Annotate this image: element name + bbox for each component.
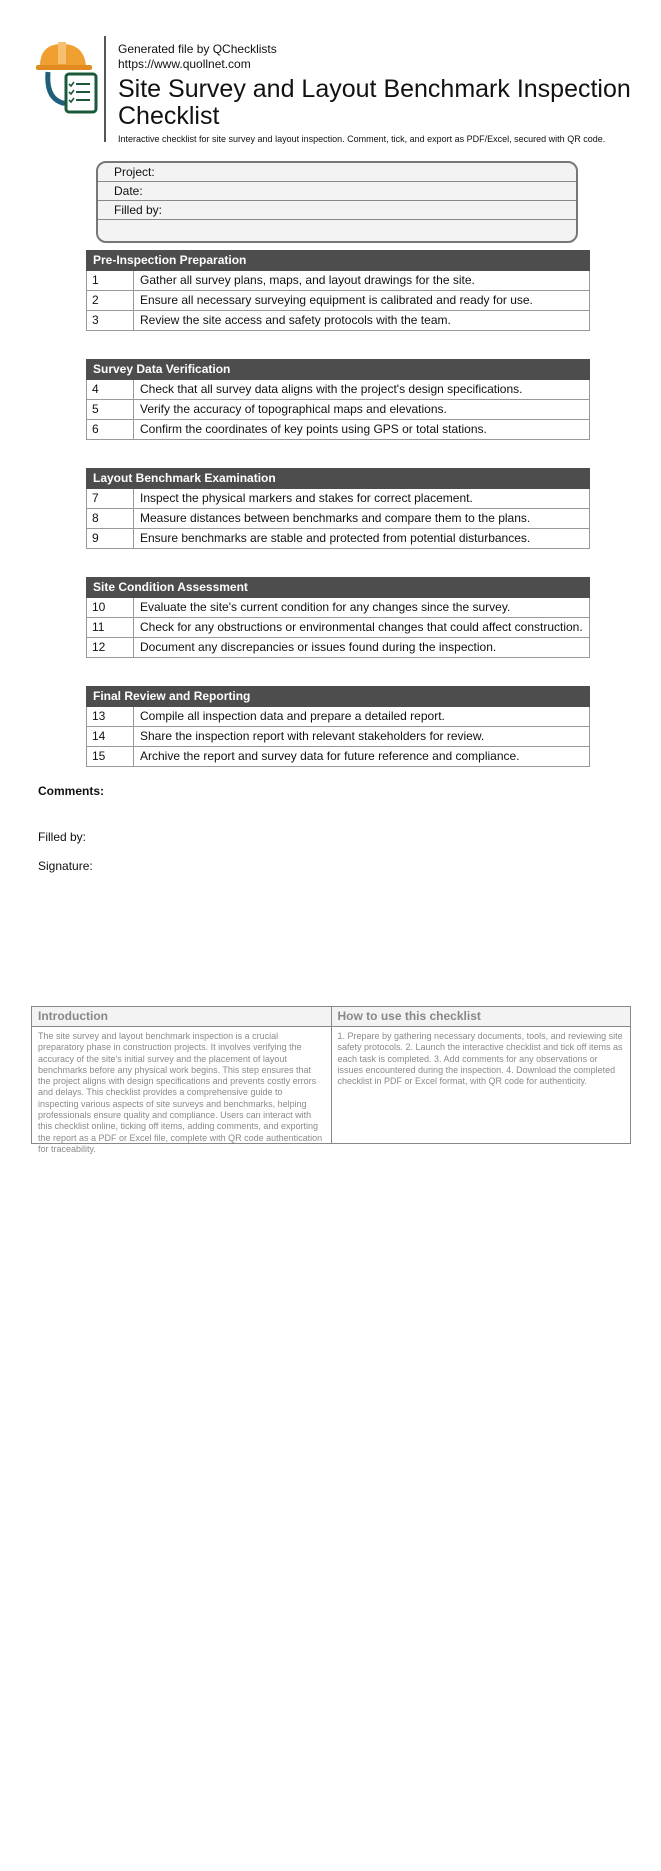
item-number: 5 <box>87 400 134 419</box>
checklist-row[interactable] <box>86 291 590 311</box>
section-header: Layout Benchmark Examination <box>86 468 590 489</box>
item-number: 7 <box>87 489 134 508</box>
item-text: Review the site access and safety protocols with the team. <box>140 313 451 327</box>
item-text: Inspect the physical markers and stakes for correct placement. <box>140 491 473 505</box>
section-site-condition <box>86 577 590 658</box>
howto-column <box>332 1007 631 1143</box>
item-text: Document any discrepancies or issues found during the inspection. <box>140 640 497 654</box>
item-number: 2 <box>87 291 134 310</box>
item-text: Check that all survey data aligns with the project's design specifications. <box>140 382 523 396</box>
checklist-row[interactable] <box>86 420 590 440</box>
introduction-text: The site survey and layout benchmark inspection is a crucial preparatory phase in construction projects. It involves verifying the accuracy of the site's initial survey and the placement of layout benchmarks before any physical work begins. This step ensures that the project aligns with design specifications and prevents costly errors and delays. This checklist provides a comprehensive guide to inspecting various aspects of site surveys and benchmarks, helping professionals ensure quality and compliance. Users can interact with this checklist online, ticking off items, adding comments, and exporting the report as a PDF or Excel file, complete with QR code authentication for traceability. <box>38 1031 323 1154</box>
item-number: 12 <box>87 638 134 657</box>
checklist-row[interactable] <box>86 271 590 291</box>
checklist-row[interactable] <box>86 727 590 747</box>
header-divider <box>104 36 106 142</box>
item-text: Verify the accuracy of topographical maps and elevations. <box>140 402 447 416</box>
checklist-row[interactable] <box>86 638 590 658</box>
item-text: Confirm the coordinates of key points using GPS or total stations. <box>140 422 487 436</box>
item-number: 6 <box>87 420 134 439</box>
item-number: 3 <box>87 311 134 330</box>
section-header: Final Review and Reporting <box>86 686 590 707</box>
filled-by-label: Filled by: <box>38 830 87 844</box>
item-text: Measure distances between benchmarks and compare them to the plans. <box>140 511 531 525</box>
howto-text: 1. Prepare by gathering necessary documents, tools, and reviewing site safety protocols. 2. Launch the interactive checklist and tick off items as each task is completed. 3. Add comments for any observations or issues encountered during the inspection. 4. Download the completed checklist in PDF or Excel format, with QR code for authenticity. <box>337 1031 623 1087</box>
item-text: Check for any obstructions or environmental changes that could affect construction. <box>140 620 583 634</box>
section-survey-data <box>86 359 590 440</box>
comments-label: Comments: <box>38 784 105 798</box>
item-text: Archive the report and survey data for future reference and compliance. <box>140 749 520 763</box>
item-number: 13 <box>87 707 134 726</box>
section-final-review <box>86 686 590 767</box>
filled-by-field[interactable]: Filled by: <box>98 201 576 220</box>
checklist-row[interactable] <box>86 311 590 331</box>
item-text: Share the inspection report with relevant stakeholders for review. <box>140 729 485 743</box>
hardhat-checklist-icon <box>34 40 104 116</box>
introduction-heading: Introduction <box>32 1007 331 1027</box>
item-number: 9 <box>87 529 134 548</box>
checklist-row[interactable] <box>86 747 590 767</box>
item-number: 15 <box>87 747 134 766</box>
item-number: 1 <box>87 271 134 290</box>
item-text: Compile all inspection data and prepare a detailed report. <box>140 709 445 723</box>
checklist-row[interactable] <box>86 400 590 420</box>
source-url-link[interactable]: https://www.quollnet.com <box>118 57 251 71</box>
checklist-row[interactable] <box>86 509 590 529</box>
generated-by-text: Generated file by QChecklists <box>118 42 277 56</box>
checklist-row[interactable] <box>86 598 590 618</box>
item-text: Evaluate the site's current condition for any changes since the survey. <box>140 600 511 614</box>
project-field[interactable]: Project: <box>98 163 576 182</box>
introduction-column <box>32 1007 332 1154</box>
page-subtitle: Interactive checklist for site survey and layout inspection. Comment, tick, and export as PDF/Excel, secured with QR code. <box>118 134 606 144</box>
checklist-row[interactable] <box>86 529 590 549</box>
checklist-row[interactable] <box>86 380 590 400</box>
checklist-row[interactable] <box>86 618 590 638</box>
intro-table <box>31 1006 631 1154</box>
project-info-box <box>96 161 578 243</box>
item-number: 14 <box>87 727 134 746</box>
info-blank-row <box>98 220 576 238</box>
item-text: Ensure benchmarks are stable and protected from potential disturbances. <box>140 531 531 545</box>
item-number: 11 <box>87 618 134 637</box>
section-pre-inspection <box>86 250 590 331</box>
howto-heading: How to use this checklist <box>332 1007 631 1027</box>
item-text: Gather all survey plans, maps, and layout drawings for the site. <box>140 273 475 287</box>
section-header: Pre-Inspection Preparation <box>86 250 590 271</box>
item-number: 4 <box>87 380 134 399</box>
section-header: Survey Data Verification <box>86 359 590 380</box>
date-field[interactable]: Date: <box>98 182 576 201</box>
section-header: Site Condition Assessment <box>86 577 590 598</box>
item-text: Ensure all necessary surveying equipment is calibrated and ready for use. <box>140 293 533 307</box>
signature-label: Signature: <box>38 859 93 873</box>
item-number: 8 <box>87 509 134 528</box>
item-number: 10 <box>87 598 134 617</box>
page-title: Site Survey and Layout Benchmark Inspection Checklist <box>118 75 631 130</box>
section-layout-benchmark <box>86 468 590 549</box>
checklist-row[interactable] <box>86 707 590 727</box>
document-header <box>34 36 634 144</box>
checklist-row[interactable] <box>86 489 590 509</box>
